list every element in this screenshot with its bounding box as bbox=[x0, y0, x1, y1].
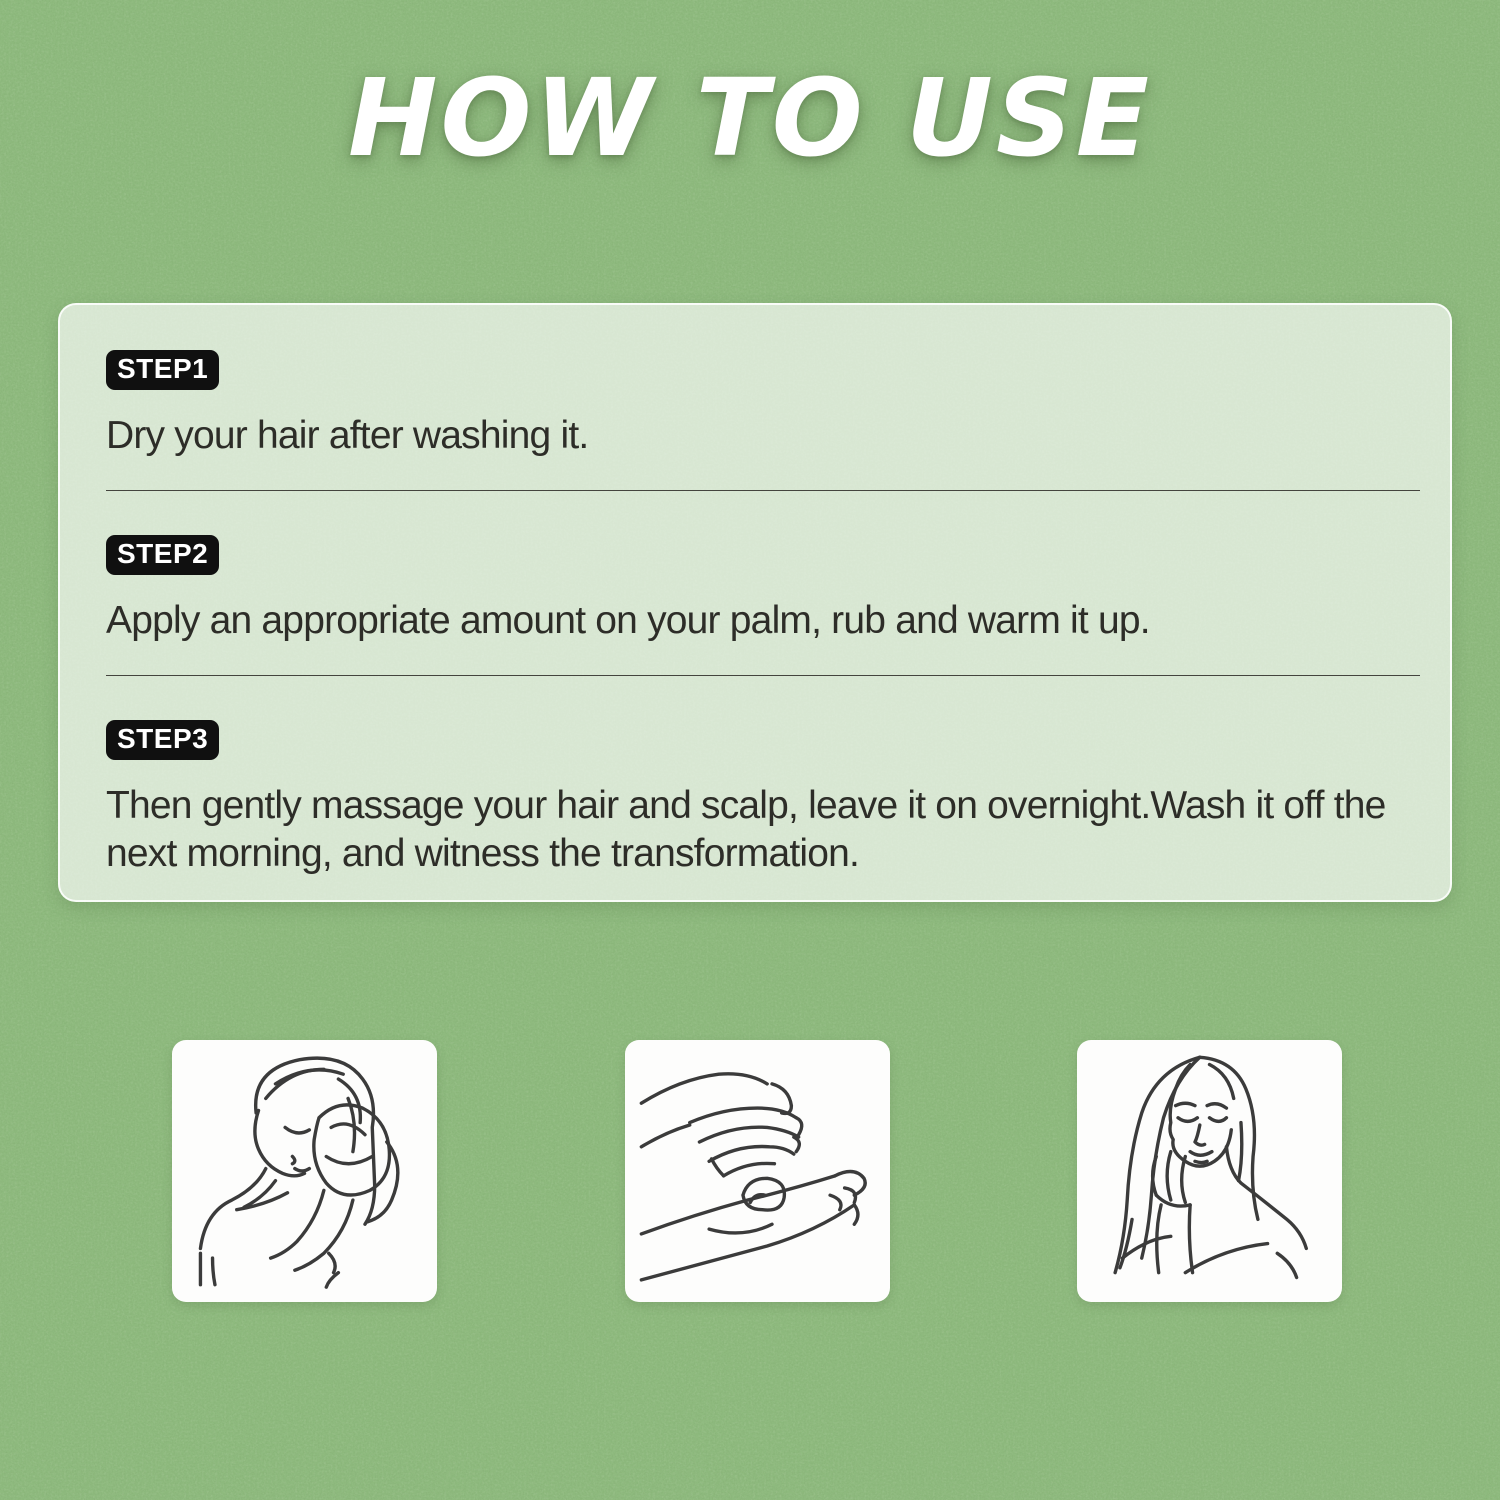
step1-badge: STEP1 bbox=[106, 350, 219, 390]
step3-badge: STEP3 bbox=[106, 720, 219, 760]
massage-hair-drawing bbox=[1087, 1050, 1332, 1292]
massage-hair-illustration bbox=[1077, 1040, 1342, 1302]
step-item-1 bbox=[106, 350, 1420, 460]
step2-badge: STEP2 bbox=[106, 535, 219, 575]
step3-text: Then gently massage your hair and scalp, leave it on overnight.Wash it off the next morning, and witness the transformation. bbox=[106, 783, 1386, 875]
towel-dry-hair-illustration bbox=[172, 1040, 437, 1302]
step-divider-2 bbox=[106, 675, 1420, 676]
page-title: HOW TO USE bbox=[347, 57, 1153, 181]
apply-cream-drawing bbox=[635, 1050, 880, 1292]
steps-panel bbox=[58, 303, 1452, 902]
step2-text: Apply an appropriate amount on your palm, rub and warm it up. bbox=[106, 598, 1150, 642]
illustration-row bbox=[172, 1040, 1342, 1302]
step-divider-1 bbox=[106, 490, 1420, 491]
towel-dry-hair-drawing bbox=[182, 1050, 427, 1292]
apply-cream-on-palm-illustration bbox=[625, 1040, 890, 1302]
step1-text: Dry your hair after washing it. bbox=[106, 414, 589, 457]
step-item-3 bbox=[106, 720, 1420, 878]
step-item-2 bbox=[106, 535, 1420, 645]
